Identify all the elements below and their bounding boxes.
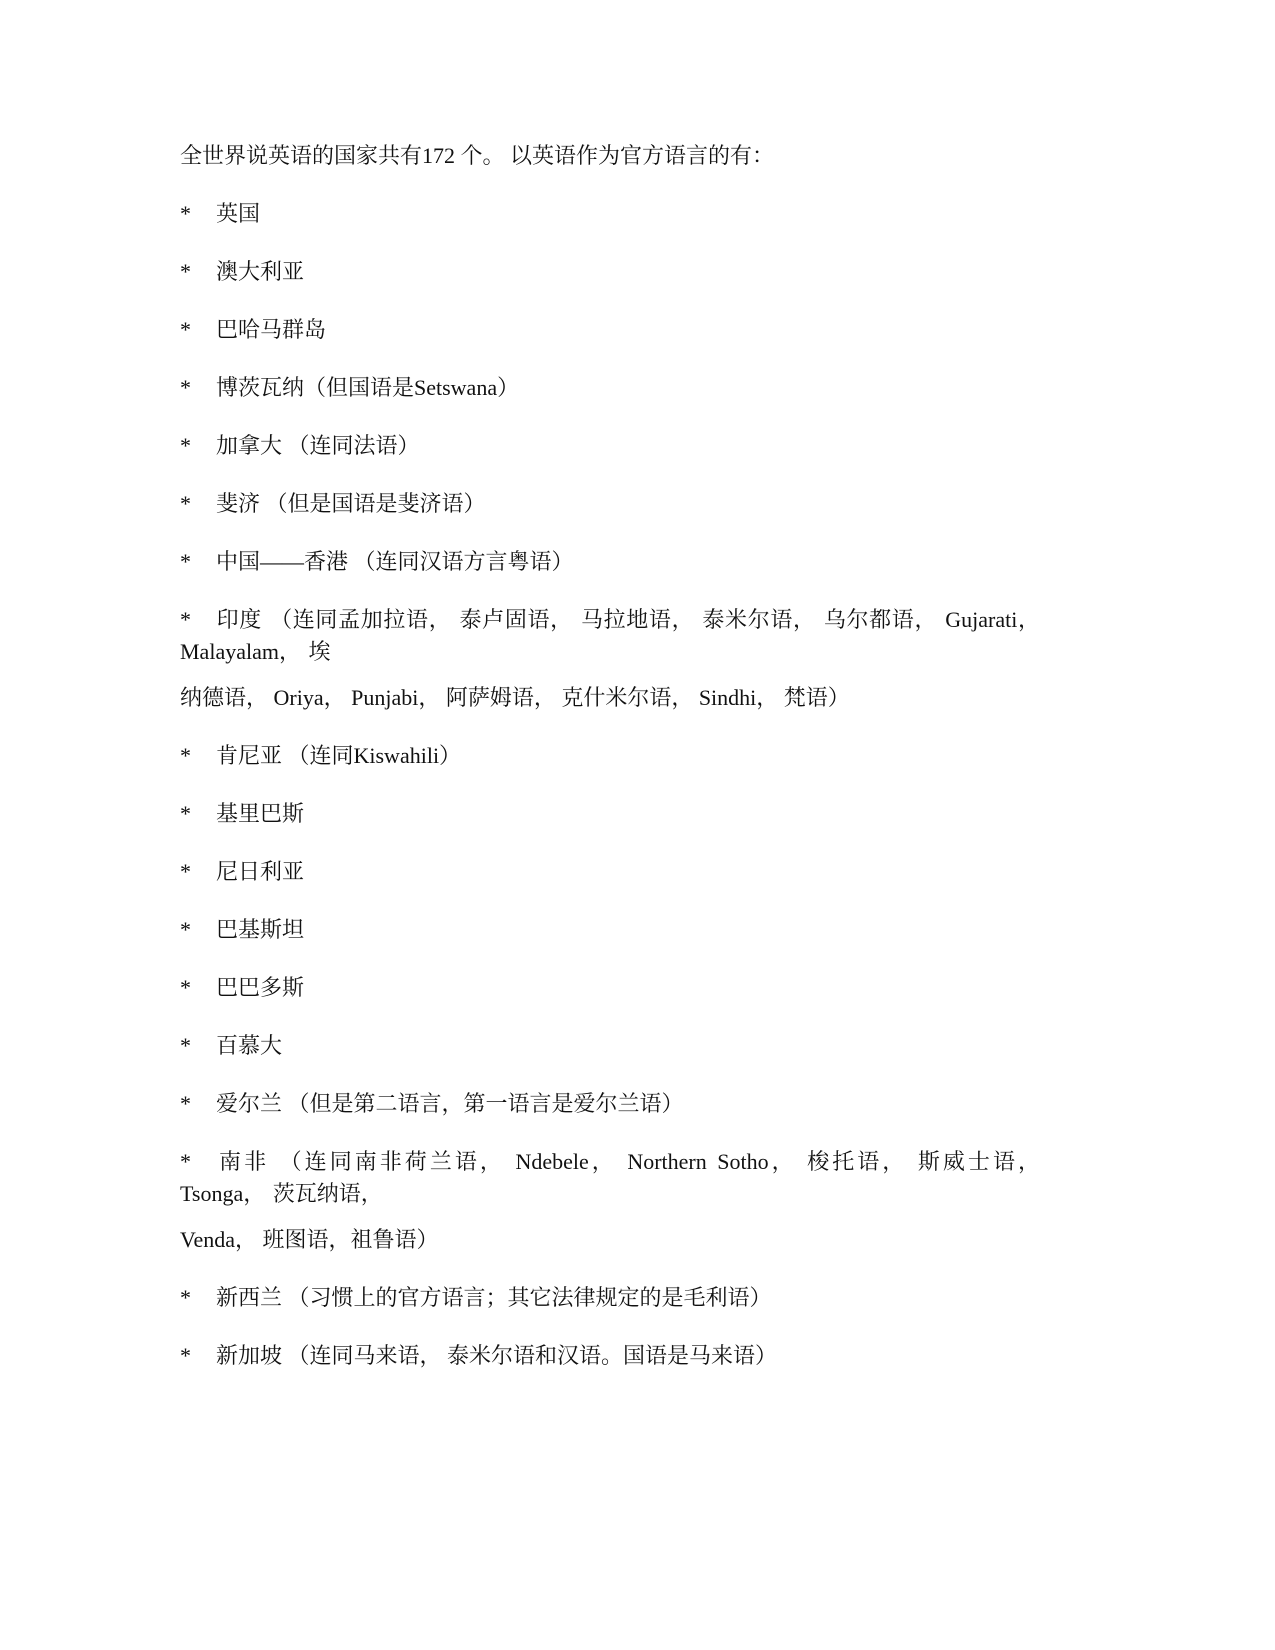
list-item-text: 中国——香港 （连同汉语方言粤语） [216,549,574,574]
document-page [180,140,1040,1398]
list-item [180,256,1040,288]
list-item-text: 基里巴斯 [216,801,305,826]
list-item-text: 新西兰 （习惯上的官方语言；其它法律规定的是毛利语） [216,1285,772,1310]
list-item [180,1030,1040,1062]
bullet-marker: * [180,743,191,768]
list-item [180,314,1040,346]
list-item [180,488,1040,520]
bullet-marker: * [180,1285,191,1310]
list-item-text: 澳大利亚 [216,259,305,284]
list-item [180,914,1040,946]
bullet-marker: * [180,1033,191,1058]
list-item [180,604,1040,668]
list-item [180,546,1040,578]
list-item-text: 爱尔兰 （但是第二语言，第一语言是爱尔兰语） [216,1091,684,1116]
list-item-text: 加拿大 （连同法语） [216,433,420,458]
intro-paragraph: 全世界说英语的国家共有172 个。 以英语作为官方语言的有： [180,143,775,168]
bullet-marker: * [180,433,191,458]
list-item-text: 百慕大 [216,1033,283,1058]
bullet-marker: * [180,1343,191,1368]
bullet-marker: * [180,859,191,884]
list-item-text: 斐济 （但是国语是斐济语） [216,491,486,516]
list-item [180,856,1040,888]
bullet-marker: * [180,259,191,284]
list-item [180,1088,1040,1120]
list-item [180,198,1040,230]
bullet-marker: * [180,317,191,342]
list-item-text: 巴哈马群岛 [216,317,327,342]
bullet-marker: * [180,375,191,400]
list-item-text: 巴基斯坦 [216,917,305,942]
bullet-marker: * [180,917,191,942]
list-item [180,798,1040,830]
bullet-marker: * [180,491,191,516]
list-item [180,740,1040,772]
list-item [180,972,1040,1004]
list-item-text: 巴巴多斯 [216,975,305,1000]
list-item [180,372,1040,404]
list-item-text: 尼日利亚 [216,859,305,884]
list-item-text: 肯尼亚 （连同Kiswahili） [216,743,462,768]
country-list [180,198,1040,1372]
list-item-text: 英国 [216,201,261,226]
bullet-marker: * [180,1091,191,1116]
list-item-text: 印度 （连同孟加拉语， 泰卢固语， 马拉地语， 泰米尔语， 乌尔都语， Gujarati， Malayalam， 埃 [180,607,1040,664]
list-item-continuation: 纳德语， Oriya， Punjabi， 阿萨姆语， 克什米尔语， Sindhi， 梵语） [180,685,850,710]
list-item [180,1340,1040,1372]
bullet-marker: * [180,607,191,632]
list-item-text: 南非 （连同南非荷兰语， Ndebele， Northern Sotho， 梭托语， 斯威士语， Tsonga， 茨瓦纳语， [180,1149,1040,1206]
list-item [180,430,1040,462]
list-item [180,1146,1040,1210]
bullet-marker: * [180,1149,191,1174]
bullet-marker: * [180,549,191,574]
bullet-marker: * [180,201,191,226]
bullet-marker: * [180,801,191,826]
list-item-continuation: Venda， 班图语，祖鲁语） [180,1227,439,1252]
list-item-text: 新加坡 （连同马来语， 泰米尔语和汉语。国语是马来语） [216,1343,778,1368]
list-item-text: 博茨瓦纳（但国语是Setswana） [216,375,520,400]
list-item [180,1282,1040,1314]
bullet-marker: * [180,975,191,1000]
